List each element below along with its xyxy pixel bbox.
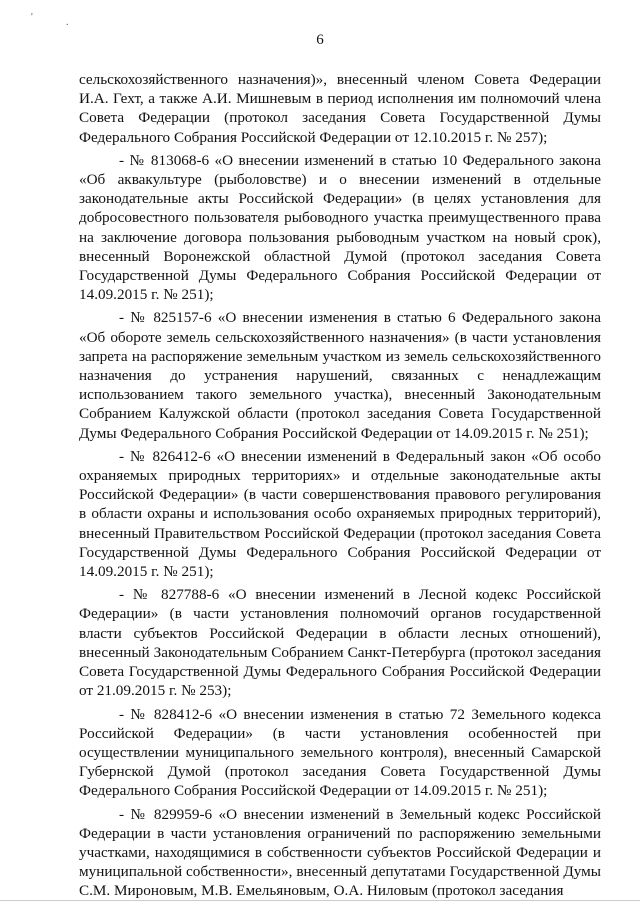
list-item-829959-6: - № 829959-6 «О внесении изменений в Земельный кодекс Российской Федерации в части установления ограничений по распоряжению земельными участками, находящимися в собственности субъектов Российской Федерации и муниципальной собственности», внесенный депутатами Государственной Думы С.М. Мироновым, М.В. Емельяновым, О.А. Ниловым (протокол заседания xyxy=(79,805,601,900)
page-number: 6 xyxy=(316,32,324,48)
list-item-826412-6: - № 826412-6 «О внесении изменений в Федеральный закон «Об особо охраняемых природных территориях» и отдельные законодательные акты Российской Федерации» (в части совершенствования правового регулирования в области охраны и использования особо охраняемых природных территорий), внесенный Правительством Российской Федерации (протокол заседания Совета Государственной Думы Федерального Собрания Российской Федерации от 14.09.2015 г. № 251); xyxy=(79,447,601,581)
paragraph-continuation: сельскохозяйственного назначения)», внесенный членом Совета Федерации И.А. Гехт, а также А.И. Мишневым в период исполнения им полномочий члена Совета Федерации (протокол заседания Совета Государственной Думы Федерального Собрания Российской Федерации от 12.10.2015 г. № 257); xyxy=(79,71,601,146)
list-item-827788-6: - № 827788-6 «О внесении изменений в Лесной кодекс Российской Федерации» (в части установления полномочий органов государственной власти субъектов Российской Федерации в области лесных отношений), внесенный Законодательным Собранием Санкт-Петербурга (протокол заседания Совета Государственной Думы Федерального Собрания Российской Федерации от 21.09.2015 г. № 253); xyxy=(79,586,601,700)
scan-mark: . xyxy=(66,17,69,28)
document-body xyxy=(79,70,601,901)
list-item-813068-6: - № 813068-6 «О внесении изменений в статью 10 Федерального закона «Об аквакультуре (рыболовстве) и о внесении изменений в отдельные законодательные акты Российской Федерации» (в целях установления для добросовестного пользователя рыбоводного участка преимущественного права на заключение договора пользования рыбоводным участком на новый срок), внесенный Воронежской областной Думой (протокол заседания Совета Государственной Думы Федерального Собрания Российской Федерации от 14.09.2015 г. № 251); xyxy=(79,151,601,304)
list-item-825157-6: - № 825157-6 «О внесении изменения в статью 6 Федерального закона «Об обороте земель сельскохозяйственного назначения» (в части установления запрета на распоряжение земельным участком из земель сельскохозяйственного назначения до устранения нарушений, связанных с ненадлежащим использованием такого земельного участка), внесенный Законодательным Собранием Калужской области (протокол заседания Совета Государственной Думы Федерального Собрания Российской Федерации от 14.09.2015 г. № 251); xyxy=(79,309,601,442)
list-item-828412-6: - № 828412-6 «О внесении изменения в статью 72 Земельного кодекса Российской Федерации» (в части установления особенностей при осуществлении муниципального земельного контроля), внесенный Самарской Губернской Думой (протокол заседания Совета Государственной Думы Федерального Собрания Российской Федерации от 14.09.2015 г. № 251); xyxy=(79,705,601,800)
scan-edge xyxy=(0,900,640,901)
scan-mark: ' xyxy=(31,12,33,23)
